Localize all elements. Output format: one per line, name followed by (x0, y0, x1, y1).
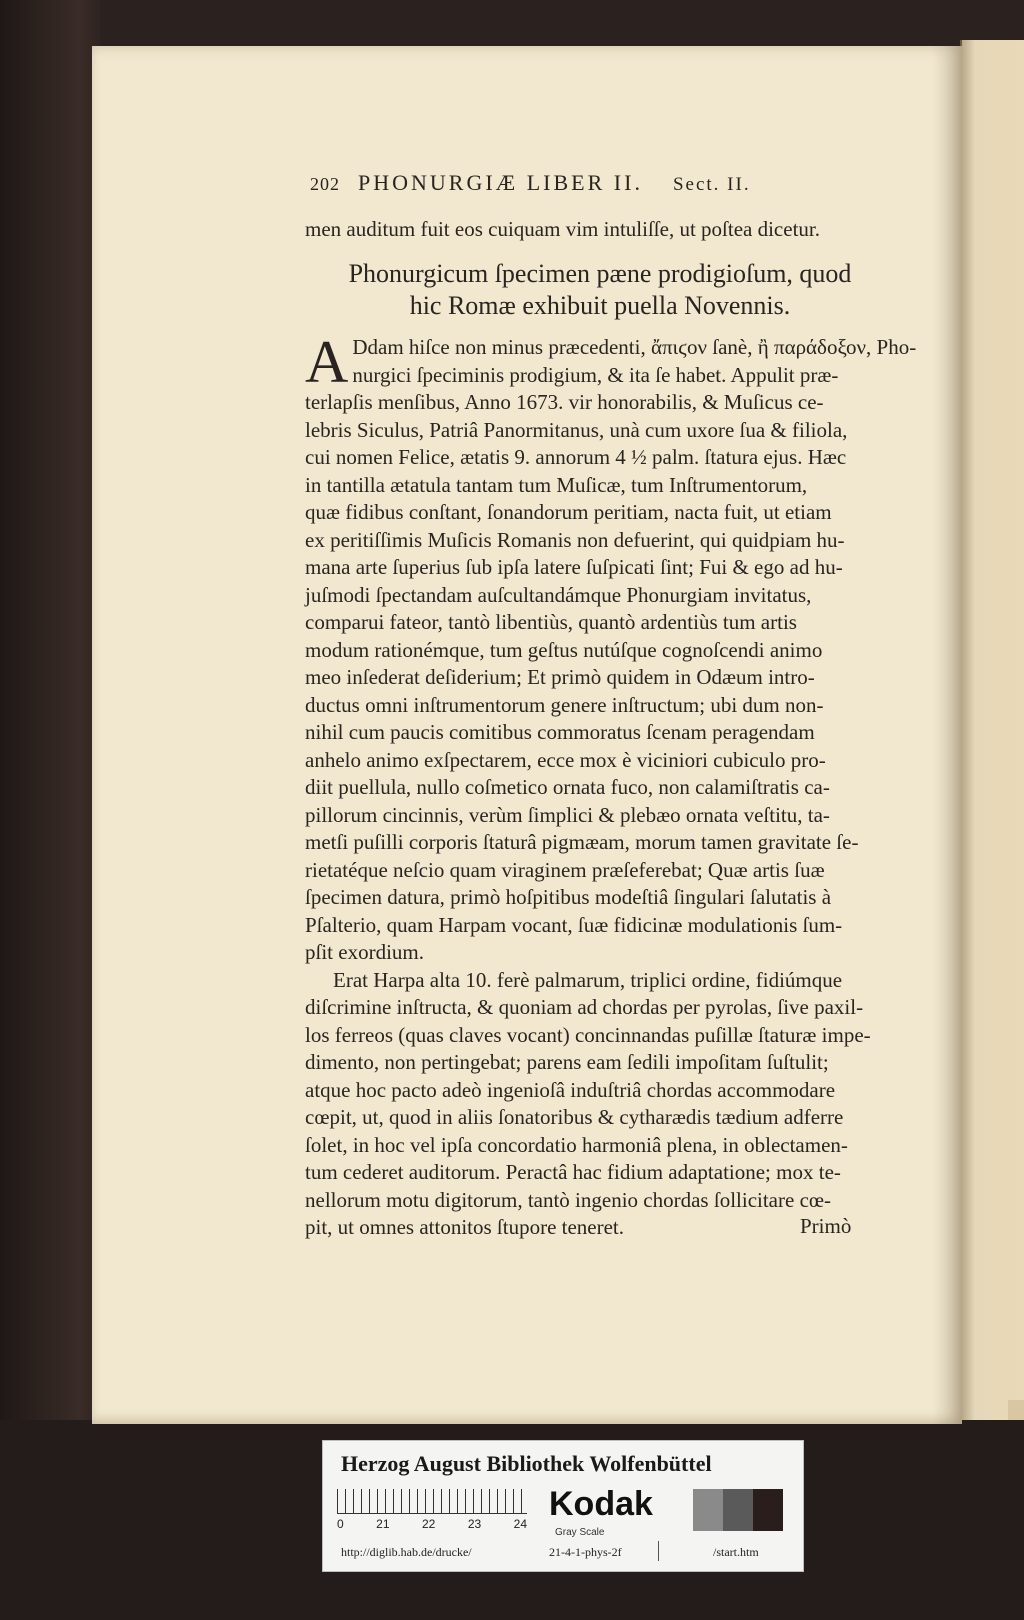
swatch-dark (753, 1489, 783, 1531)
ruler-numbers (337, 1517, 527, 1531)
text-line: juſmodi ſpectandam auſcultandámque Phonurgiam invitatus, (305, 582, 812, 607)
text-line: mana arte ſuperius ſub ipſa latere ſuſpicati ſint; Fui & ego ad hu- (305, 555, 843, 579)
text-line: ſolet, in hoc vel ipſa concordatio harmoniâ plena, in oblectamen- (305, 1132, 848, 1157)
url-base: http://diglib.hab.de/drucke/ (341, 1545, 472, 1559)
drop-cap: A (305, 329, 349, 395)
text-line: modum rationémque, tum geſtus nutúſque cognoſcendi animo (305, 637, 823, 662)
text-line: anhelo animo exſpectarem, ecce mox è viciniori cubiculo pro- (305, 747, 826, 772)
text-line: Ddam hiſce non minus præcedenti, ἄπιϛον ſanè, ἢ παράδοξον, Pho- (352, 335, 917, 359)
page-number: 202 (310, 174, 340, 194)
text-line: lebris Siculus, Patriâ Panormitanus, unà cum uxore ſua & filiola, (305, 417, 848, 442)
text-line: ex peritiſſimis Muſicis Romanis non defuerint, qui quidpiam hu- (305, 527, 845, 552)
shelfmark: 21-4-1-phys-2f (549, 1545, 622, 1559)
url-suffix: /start.htm (713, 1545, 759, 1559)
text-line: nihil cum paucis comitibus commoratus ſcenam peragendam (305, 720, 815, 744)
text-line: pſit exordium. (305, 940, 424, 964)
gray-swatches (693, 1489, 783, 1531)
catchword: Primò (800, 1214, 852, 1238)
text-line: ductus omni inſtrumentorum genere inſtructum; ubi dum non- (305, 692, 824, 717)
body-text (305, 329, 917, 1242)
text-line: meo inſederat deſiderium; Et primò quidem in Odæum intro- (305, 665, 815, 689)
paragraph-1 (305, 329, 917, 967)
scale-ruler (337, 1489, 527, 1514)
ruler-number: 0 (337, 1517, 344, 1531)
paragraph-2 (305, 967, 905, 1242)
text-line: nellorum motu digitorum, tantò ingenio chordas ſollicitare cœ- (305, 1187, 832, 1212)
text-line: terlapſis menſibus, Anno 1673. vir honorabilis, & Muſicus ce- (305, 390, 824, 414)
ruler-number: 21 (376, 1517, 390, 1531)
text-line: ſpecimen datura, primò hoſpitibus modeſtiâ ſingulari ſalutatis à (305, 885, 832, 909)
book-title: PHONURGIÆ LIBER II. (358, 170, 643, 195)
text-line: rietatéque neſcio quam viraginem præſeferebat; Quæ artis ſuæ (305, 857, 825, 882)
label-separator (658, 1541, 659, 1561)
swatch-light (693, 1489, 723, 1531)
chapter-heading (300, 258, 900, 322)
text-line: diſcrimine inſtructa, & quoniam ad chordas per pyrolas, ſive paxil- (305, 995, 864, 1019)
text-line: Erat Harpa alta 10. ferè palmarum, triplici ordine, fidiúmque (333, 967, 843, 992)
text-line: dimento, non pertingebat; parens eam ſedili impoſitam ſuſtulit; (305, 1050, 829, 1074)
text-line: pit, ut omnes attonitos ſtupore teneret. (305, 1215, 625, 1239)
text-line: diit puellula, nullo coſmetico ornata fuco, non calamiſtratis ca- (305, 775, 830, 799)
text-line: pillorum cincinnis, verùm ſimplici & plebæo ornata veſtitu, ta- (305, 802, 830, 827)
running-head (310, 170, 850, 210)
text-line: cui nomen Felice, ætatis 9. annorum 4 ½ palm. ſtatura ejus. Hæc (305, 445, 847, 469)
text-line: Pſalterio, quam Harpam vocant, ſuæ fidicinæ modulationis ſum- (305, 912, 843, 937)
text-line: metſi puſilli corporis ſtaturâ pigmæam, morum tamen gravitate ſe- (305, 830, 859, 854)
scan-backdrop-left (0, 0, 100, 1620)
section-label: Sect. II. (672, 174, 751, 195)
kodak-logo: Kodak (549, 1485, 653, 1523)
text-line: atque hoc pacto adeò ingenioſâ induſtriâ chordas accommodare (305, 1077, 836, 1102)
heading-line: Phonurgicum ſpecimen pæne prodigioſum, quod (348, 259, 852, 288)
ruler-number: 22 (421, 1517, 436, 1531)
text-line: tum cederet auditorum. Peractâ hac fidium adaptatione; mox te- (305, 1160, 841, 1184)
ruler-number: 24 (513, 1517, 527, 1531)
library-label-card (322, 1440, 804, 1572)
gutter-shadow (932, 46, 962, 1424)
heading-line: hic Romæ exhibuit puella Novennis. (409, 291, 791, 320)
swatch-mid (723, 1489, 753, 1531)
text-line: cœpit, ut, quod in aliis ſonatoribus & cytharædis tædium adferre (305, 1105, 844, 1129)
library-name: Herzog August Bibliothek Wolfenbüttel (341, 1451, 712, 1476)
ruler-number: 23 (467, 1517, 482, 1531)
text-line: nurgici ſpeciminis prodigium, & ita ſe habet. Appulit præ- (352, 362, 839, 387)
text-line: los ferreos (quas claves vocant) concinnandas puſillæ ſtaturæ impe- (305, 1022, 871, 1047)
adjacent-page (960, 40, 1024, 1420)
carry-over-line: men auditum fuit eos cuiquam vim intuliſſe, ut poſtea dicetur. (305, 217, 820, 241)
text-line: in tantilla ætatula tantam tum Muſicæ, tum Inſtrumentorum, (305, 472, 808, 497)
text-line: quæ fidibus conſtant, ſonandorum peritiam, nacta fuit, ut etiam (305, 500, 832, 524)
gray-scale-caption: Gray Scale (555, 1527, 605, 1538)
text-line: comparui fateor, tantò libentiùs, quantò ardentiùs tum artis (305, 610, 797, 634)
